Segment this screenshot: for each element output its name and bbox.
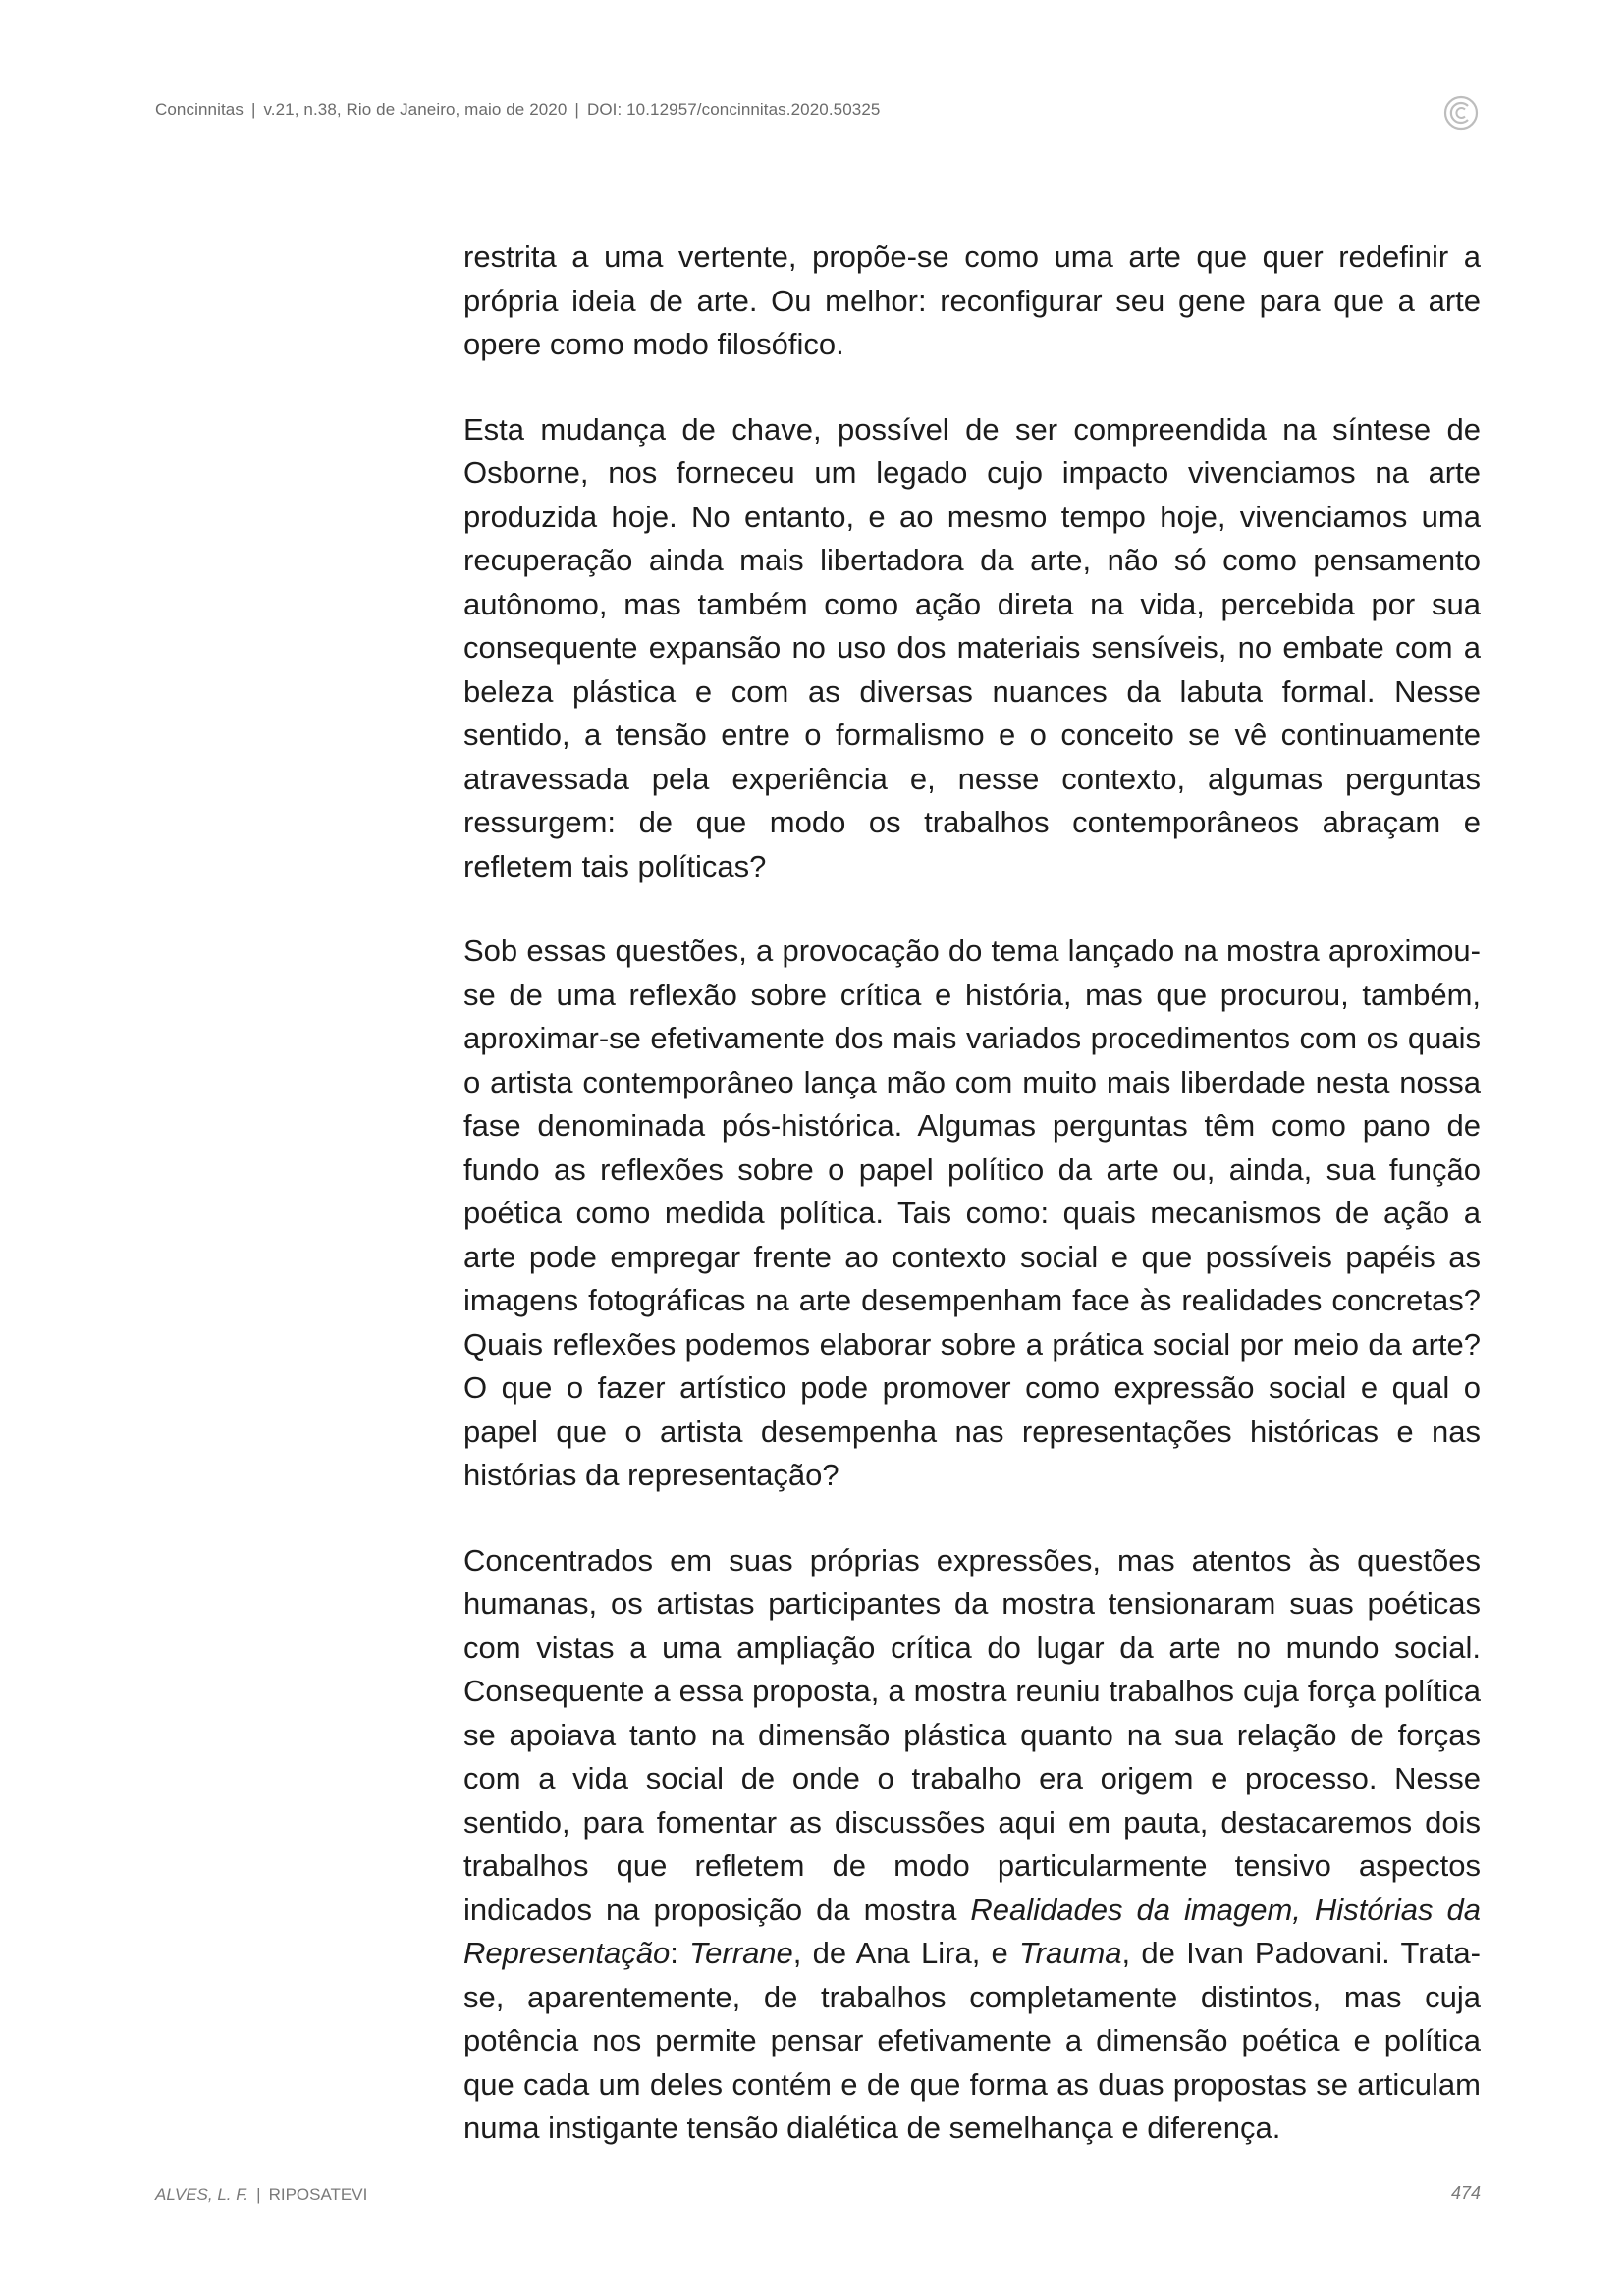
section-name: RIPOSATEVI [268, 2185, 368, 2204]
paragraph-text: Concentrados em suas próprias expressões, mas atentos às questões humanas, os artistas participantes da mostra tensionaram suas poéticas com vistas a uma ampliação crítica do lugar da arte no mundo social. Consequente a essa proposta, a mostra reuniu trabalhos cuja força política se apoiava tanto na dimensão plástica quanto na sua relação de forças com a vida social de onde o trabalho era origem e processo. Nesse sentido, para fomentar as discussões aqui em pauta, destacaremos dois trabalhos que refletem de modo particularmente tensivo aspectos indicados na proposição da mostra [463, 1542, 1481, 1927]
journal-logo-icon [1441, 93, 1481, 133]
work-title: Terrane [689, 1936, 793, 1970]
work-title: Trauma [1019, 1936, 1122, 1970]
doi: DOI: 10.12957/concinnitas.2020.50325 [586, 100, 881, 119]
paragraph [463, 1539, 1481, 2151]
running-header [155, 100, 880, 120]
page-number: 474 [1450, 2183, 1481, 2203]
paragraph: restrita a uma vertente, propõe-se como uma arte que quer redefinir a própria ideia de arte. Ou melhor: reconfigurar seu gene para que a arte opere como modo filosófico. [463, 240, 1481, 361]
volume-issue: v.21, n.38, Rio de Janeiro, maio de 2020 [263, 100, 568, 119]
paragraph: Esta mudança de chave, possível de ser compreendida na síntese de Osborne, nos forneceu um legado cujo impacto vivenciamos na arte produzida hoje. No entanto, e ao mesmo tempo hoje, vivenciamos uma recuperação ainda mais libertadora da arte, não só como pensamento autônomo, mas também como ação direta na vida, percebida por sua consequente expansão no uso dos materiais sensíveis, no embate com a beleza plástica e com as diversas nuances da labuta formal. Nesse sentido, a tensão entre o formalismo e o conceito se vê continuamente atravessada pela experiência e, nesse contexto, algumas perguntas ressurgem: de que modo os trabalhos contemporâneos abraçam e refletem tais políticas? [463, 411, 1481, 883]
article-body [463, 236, 1481, 2192]
paragraph-text: : [670, 1936, 690, 1970]
paragraph-text: , de Ana Lira, e [792, 1936, 1020, 1970]
author-name: ALVES, L. F. [155, 2185, 249, 2204]
journal-name: Concinnitas [155, 100, 244, 119]
header-separator: | [574, 100, 579, 119]
exhibition-title: Realidades da imagem, Histórias da Representação [463, 1892, 1482, 1970]
paragraph-text: , de Ivan Padovani. Trata-se, aparentemente, de trabalhos completamente distintos, mas cuja potência nos permite pensar efetivamente a dimensão poética e política que cada um deles contém e de que forma as duas propostas se articulam numa instigante tensão dialética de semelhança e diferença. [463, 1936, 1481, 2145]
footer-separator: | [256, 2185, 261, 2204]
footer-author [155, 2185, 367, 2205]
header-separator: | [250, 100, 256, 119]
paragraph: Sob essas questões, a provocação do tema lançado na mostra aproximou-se de uma reflexão sobre crítica e história, mas que procurou, também, aproximar-se efetivamente dos mais variados procedimentos com os quais o artista contemporâneo lança mão com muito mais liberdade nesta nossa fase denominada pós-histórica. Algumas perguntas têm como pano de fundo as reflexões sobre o papel político da arte ou, ainda, sua função poética como medida política. Tais como: quais mecanismos de ação a arte pode empregar frente ao contexto social e que possíveis papéis as imagens fotográficas na arte desempenham face às realidades concretas? Quais reflexões podemos elaborar sobre a prática social por meio da arte? O que o fazer artístico pode promover como expressão social e qual o papel que o artista desempenha nas representações históricas e nas histórias da representação? [463, 934, 1481, 1492]
